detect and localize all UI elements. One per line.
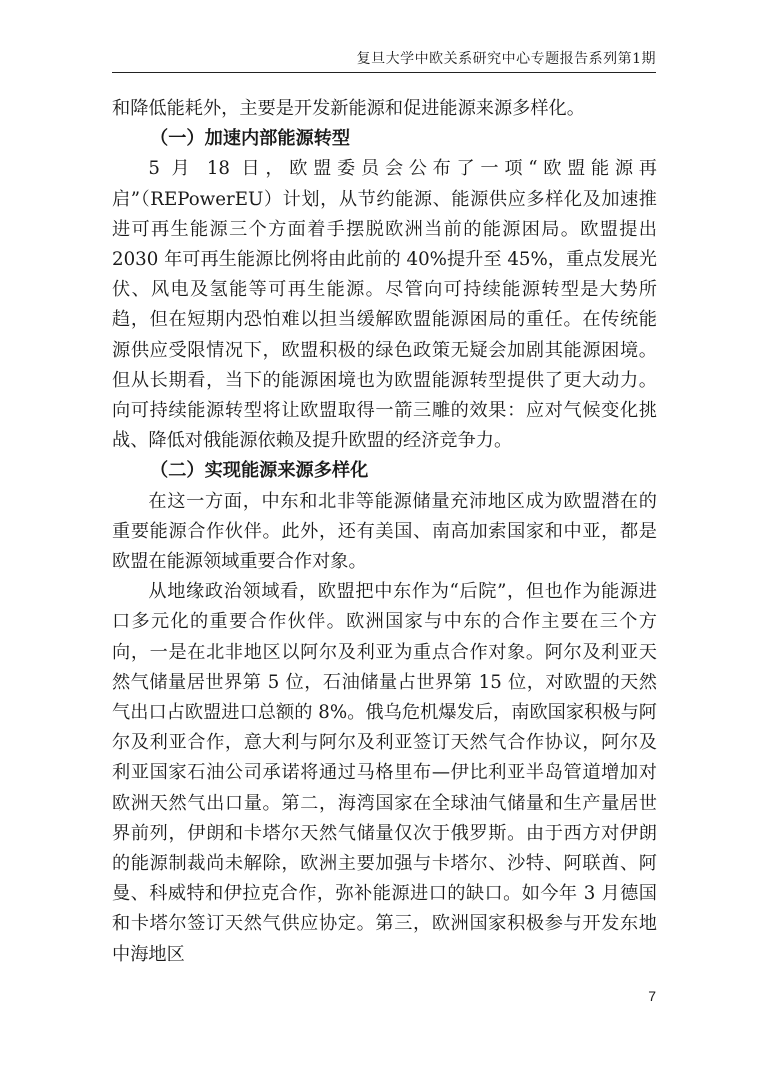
paragraph-continuation: 和降低能耗外，主要是开发新能源和促进能源来源多样化。 [112,98,585,119]
section-heading-diversification: （二）实现能源来源多样化 [150,460,369,482]
header-title: 复旦大学中欧关系研究中心专题报告系列第1期 [356,51,656,67]
page-number: 7 [648,988,656,1004]
paragraph-repowereu: 5 月 18 日，欧盟委员会公布了一项“欧盟能源再启”（REPowerEU）计划，从节约能源、能源供应多样化及加速推进可再生能源三个方面着手摆脱欧洲当前的能源困局。欧盟提出 2030 年可再生能源比例将由此前的 40%提升至 45%，重点发展光伏、风电及氢能等可再生能源。尽管向可持续能源转型是大势所趋，但在短期内恐怕难以担当缓解欧盟能源困局的重任。在传统能源供应受限情况下，欧盟积极的绿色政策无疑会加剧其能源困境。但从长期看，当下的能源困境也为欧盟能源转型提供了更大动力。向可持续能源转型将让欧盟取得一箭三雕的效果：应对气候变化挑战、降低对俄能源依赖及提升欧盟的经济竞争力。 [112,158,657,452]
section-heading-energy-transition: （一）加速内部能源转型 [150,128,351,150]
paragraph-middle-east: 从地缘政治领域看，欧盟把中东作为“后院”，但也作为能源进口多元化的重要合作伙伴。欧洲国家与中东的合作主要在三个方向，一是在北非地区以阿尔及利亚为重点合作对象。阿尔及利亚天然气储量居世界第 5 位，石油储量占世界第 15 位，对欧盟的天然气出口占欧盟进口总额的 8%。俄乌危机爆发后，南欧国家积极与阿尔及利亚合作，意大利与阿尔及利亚签订天然气合作协议，阿尔及利亚国家石油公司承诺将通过马格里布—伊比利亚半岛管道增加对欧洲天然气出口量。第二，海湾国家在全球油气储量和生产量居世界前列，伊朗和卡塔尔天然气储量仅次于俄罗斯。由于西方对伊朗的能源制裁尚未解除，欧洲主要加强与卡塔尔、沙特、阿联酋、阿曼、科威特和伊拉克合作，弥补能源进口的缺口。如今年 3 月德国和卡塔尔签订天然气供应协定。第三，欧洲国家积极参与开发东地中海地区 [112,581,657,965]
document-body [112,94,657,970]
running-header [112,48,656,73]
paragraph-partners: 在这一方面，中东和北非等能源储量充沛地区成为欧盟潜在的重要能源合作伙伴。此外，还有美国、南高加索国家和中亚，都是欧盟在能源领域重要合作对象。 [112,490,657,573]
